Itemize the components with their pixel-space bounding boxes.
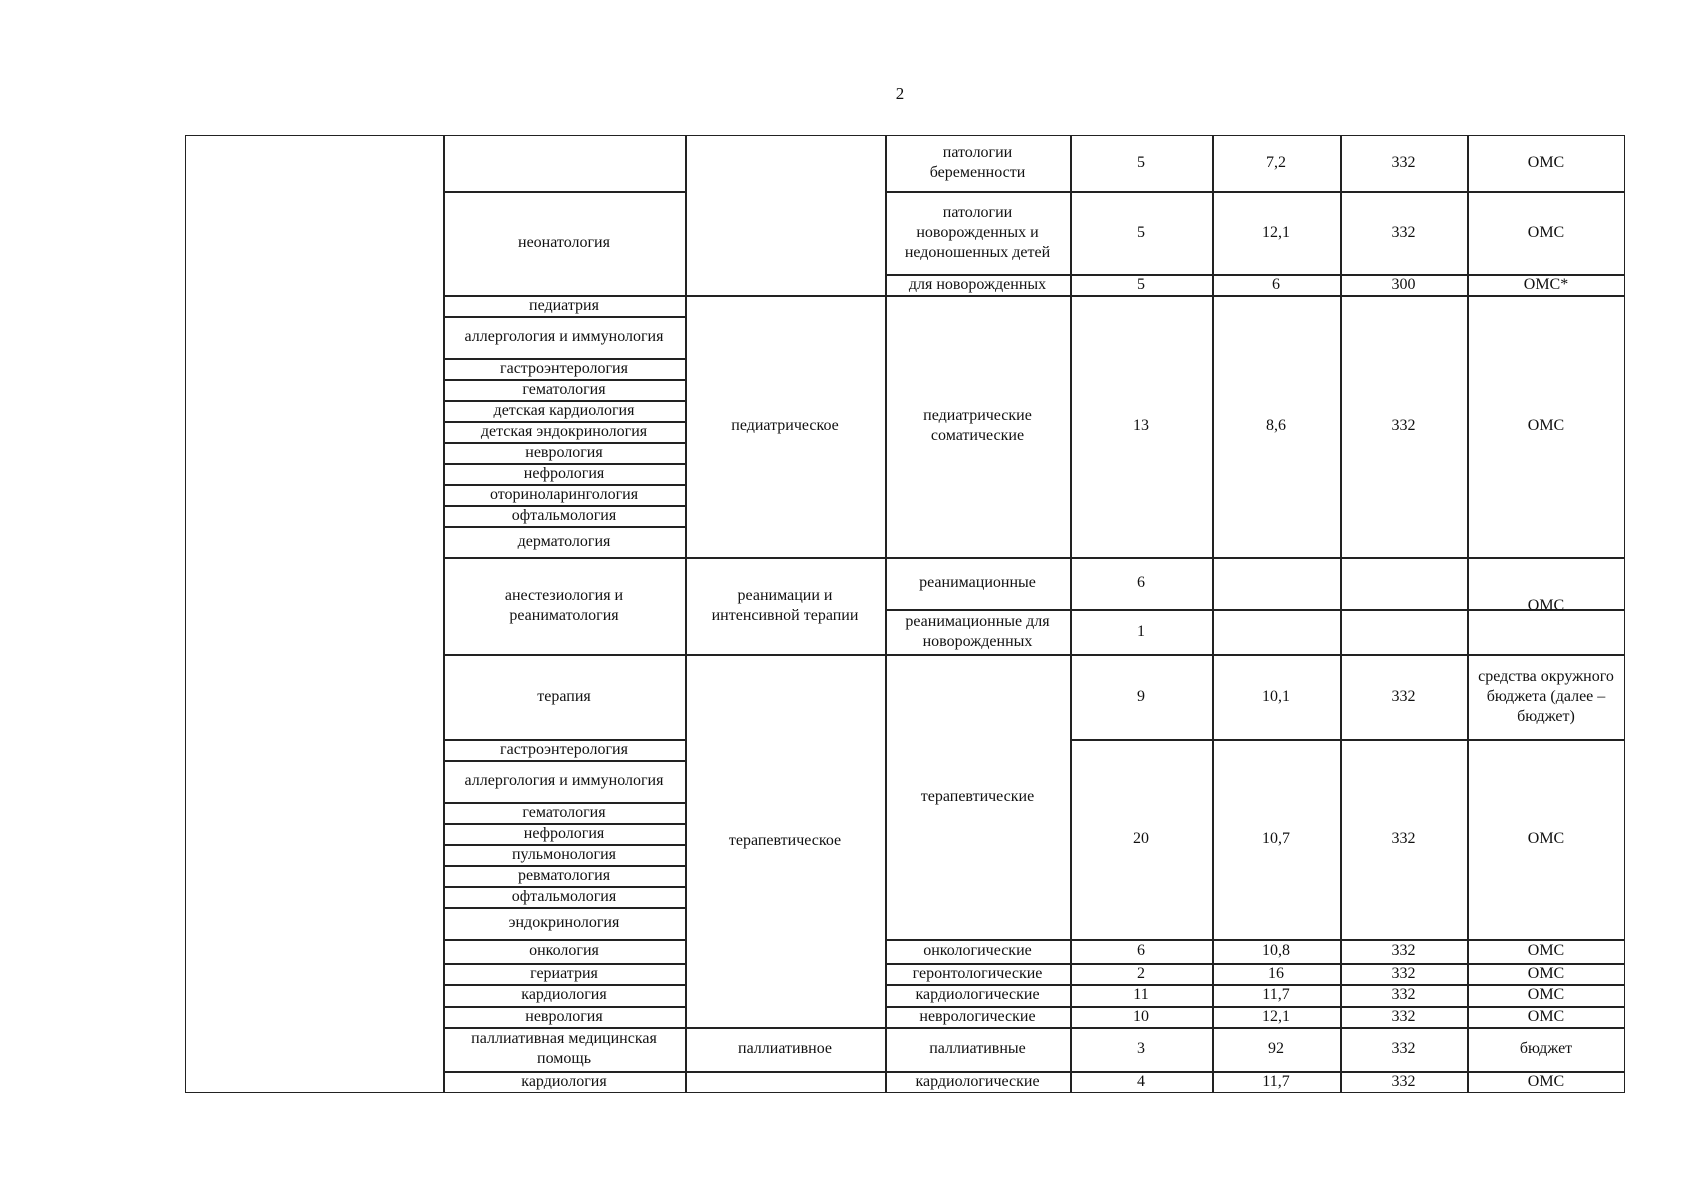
work-days-cell: 332 xyxy=(1391,687,1416,705)
profile-cell: гастроэнтерология xyxy=(500,359,628,377)
bed-profile-cell: реанимационные xyxy=(919,574,1036,591)
profile-cell: дерматология xyxy=(517,532,611,550)
beds-cell: 6 xyxy=(1137,574,1145,591)
beds-cell: 5 xyxy=(1137,275,1145,293)
profile-cell: терапия xyxy=(537,687,591,705)
profile-cell: пульмонология xyxy=(511,845,617,863)
stay-days-cell: 10,8 xyxy=(1262,942,1290,959)
funding-cell: ОМС xyxy=(1527,223,1565,241)
stay-days-cell: 7,2 xyxy=(1266,154,1286,171)
profile-cell: нефрология xyxy=(523,464,605,482)
bed-profile-cell: кардиологические xyxy=(915,1073,1040,1090)
beds-cell: 5 xyxy=(1137,223,1145,241)
profile-cell: нефрология xyxy=(523,824,605,842)
bed-profile-cell: терапевтические xyxy=(920,787,1035,805)
funding-cell: ОМС xyxy=(1527,942,1565,959)
profile-cell: неврология xyxy=(525,443,603,461)
bed-profile-cell: для новорожденных xyxy=(908,275,1047,293)
profile-cell: гастроэнтерология xyxy=(500,740,628,758)
stay-days-cell: 16 xyxy=(1268,964,1284,982)
funding-cell: ОМС xyxy=(1527,830,1565,847)
funding-cell: ОМС xyxy=(1527,986,1565,1003)
bed-profile-cell: геронтологические xyxy=(912,964,1043,982)
profile-cell: неврология xyxy=(525,1007,603,1025)
funding-cell: ОМС xyxy=(1527,1007,1565,1025)
work-days-cell: 332 xyxy=(1391,942,1416,959)
funding-cell: бюджет xyxy=(1519,1040,1573,1057)
funding-cell: ОМС xyxy=(1527,1073,1565,1090)
profile-cell: офтальмология xyxy=(511,506,617,524)
profile-cell: педиатрия xyxy=(529,296,599,314)
bed-profile-cell: кардиологические xyxy=(915,986,1040,1003)
stay-days-cell: 12,1 xyxy=(1262,1007,1290,1025)
beds-cell: 5 xyxy=(1137,154,1145,171)
profile-cell: гериатрия xyxy=(530,964,598,982)
work-days-cell: 332 xyxy=(1391,830,1416,847)
funding-cell: средства окружного бюджета (далее – бюджет) xyxy=(1478,667,1614,725)
work-days-cell: 332 xyxy=(1391,986,1416,1003)
stay-days-cell: 10,7 xyxy=(1262,830,1290,847)
stay-days-cell: 8,6 xyxy=(1266,417,1286,434)
profile-cell: детская кардиология xyxy=(493,401,635,419)
work-days-cell: 332 xyxy=(1391,223,1416,241)
bed-profile-cell: паллиативные xyxy=(929,1040,1026,1057)
work-days-cell: 332 xyxy=(1391,1040,1416,1057)
department-cell: педиатрическое xyxy=(731,417,839,434)
department-cell: паллиативное xyxy=(738,1040,832,1057)
beds-cell: 10 xyxy=(1133,1007,1149,1025)
beds-cell: 2 xyxy=(1137,964,1145,982)
profile-cell: гематология xyxy=(522,380,606,398)
profile-cell: паллиативная медицинская помощь xyxy=(471,1030,657,1067)
profile-cell: гематология xyxy=(522,803,606,821)
beds-cell: 4 xyxy=(1137,1073,1145,1090)
profile-cell: неонатология xyxy=(518,234,610,251)
beds-cell: 1 xyxy=(1137,622,1145,640)
bed-profile-cell: реанимационные для новорожденных xyxy=(905,612,1050,650)
bed-profile-cell: патологии беременности xyxy=(929,144,1026,181)
profile-cell: ревматология xyxy=(517,866,611,884)
work-days-cell: 332 xyxy=(1391,1007,1416,1025)
profile-cell: кардиология xyxy=(521,986,607,1003)
stay-days-cell: 10,1 xyxy=(1262,687,1290,705)
stay-days-cell: 11,7 xyxy=(1262,1073,1290,1090)
bed-profile-cell: патологии новорожденных и недоношенных детей xyxy=(904,203,1051,261)
profile-cell: аллергология и иммунология xyxy=(464,328,664,345)
work-days-cell: 332 xyxy=(1391,964,1416,982)
work-days-cell: 332 xyxy=(1391,154,1416,171)
funding-cell: ОМС xyxy=(1527,417,1565,434)
profile-cell: оториноларингология xyxy=(489,485,639,503)
stay-days-cell: 6 xyxy=(1272,275,1280,293)
funding-cell: ОМС xyxy=(1527,596,1565,614)
profile-cell: эндокринология xyxy=(508,914,620,931)
profile-cell: детская эндокринология xyxy=(480,422,648,440)
profile-cell: онкология xyxy=(529,942,599,959)
beds-cell: 9 xyxy=(1137,687,1145,705)
department-cell xyxy=(685,1071,885,1093)
work-days-cell: 332 xyxy=(1391,1073,1416,1090)
bed-profile-cell: онкологические xyxy=(923,942,1032,959)
beds-cell: 20 xyxy=(1133,830,1149,847)
work-days-cell: 332 xyxy=(1391,417,1416,434)
beds-cell: 13 xyxy=(1133,417,1149,434)
department-cell: реанимации и интенсивной терапии xyxy=(711,586,859,624)
bed-profile-cell: неврологические xyxy=(919,1007,1036,1025)
work-days-cell: 300 xyxy=(1391,275,1416,293)
funding-cell: ОМС xyxy=(1527,964,1565,982)
profile-cell: анестезиология и реаниматология xyxy=(504,586,624,624)
stay-days-cell: 92 xyxy=(1268,1040,1284,1057)
profile-cell: кардиология xyxy=(521,1073,607,1090)
page-number: 2 xyxy=(895,84,905,103)
profile-cell: аллергология и иммунология xyxy=(464,772,664,789)
stay-days-cell: 11,7 xyxy=(1262,986,1290,1003)
beds-cell: 11 xyxy=(1133,986,1149,1003)
stay-days-cell: 12,1 xyxy=(1262,223,1290,241)
beds-cell: 6 xyxy=(1137,942,1145,959)
funding-cell: ОМС xyxy=(1527,154,1565,171)
bed-profile-cell: педиатрические соматические xyxy=(923,407,1032,444)
beds-cell: 3 xyxy=(1137,1040,1145,1057)
funding-cell: ОМС* xyxy=(1523,275,1569,293)
department-cell: терапевтическое xyxy=(728,831,842,849)
profile-cell: офтальмология xyxy=(511,887,617,905)
